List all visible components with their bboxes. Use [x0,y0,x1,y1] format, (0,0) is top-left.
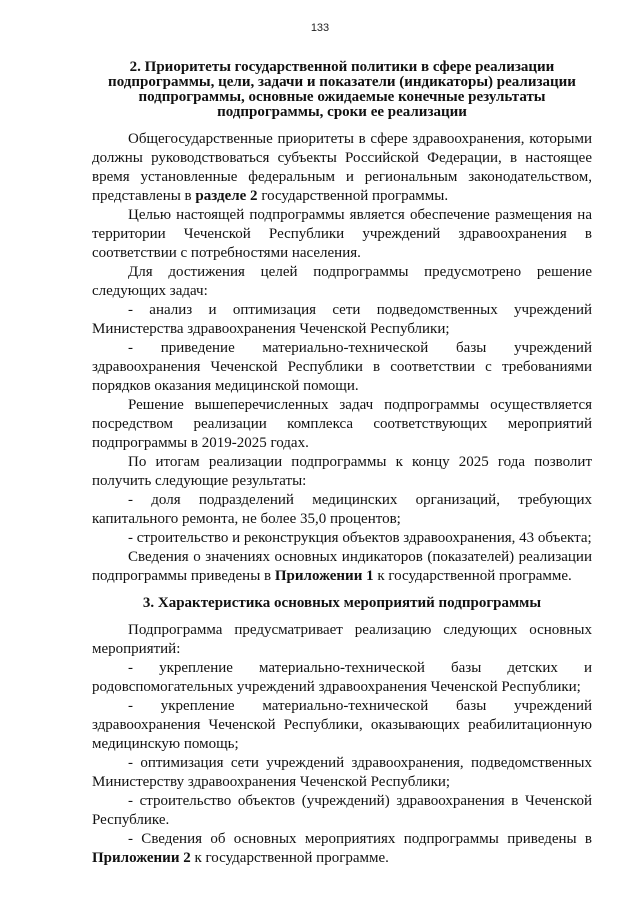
bold-reference: разделе 2 [195,188,258,204]
bold-reference: Приложении 2 [92,850,191,866]
activity-item: - строительство объектов (учреждений) здравоохранения в Чеченской Республике. [92,793,592,828]
text-run: государственной программы. [257,188,449,204]
implementation-paragraph: Решение вышеперечисленных задач подпрограммы осуществляется посредством реализации комплекса соответствующих мероприятий подпрограммы в 2019-2025 годах. [92,397,592,451]
priorities-paragraph [92,130,592,206]
section-2-title-line: 2. Приоритеты государственной политики в сфере реализации [129,59,555,75]
indicators-paragraph [92,548,592,586]
section-3-title: 3. Характеристика основных мероприятий подпрограммы [142,595,542,611]
bold-reference: Приложении 1 [274,568,374,584]
results-intro-paragraph: По итогам реализации подпрограммы к концу 2025 года позволит получить следующие результаты: [92,454,592,489]
result-item: - доля подразделений медицинских организаций, требующих капитального ремонта, не более 35,0 процентов; [92,492,592,527]
task-item: - приведение материально-технической базы учреждений здравоохранения Чеченской Республики в соответствии с требованиями порядков оказания медицинской помощи. [92,340,592,394]
activity-item: - оптимизация сети учреждений здравоохранения, подведомственных Министерству здравоохранения Чеченской Республики; [92,755,592,790]
section-2-title [92,60,592,120]
result-item: - строительство и реконструкция объектов здравоохранения, 43 объекта; [128,530,592,546]
activities-intro-paragraph: Подпрограмма предусматривает реализацию следующих основных мероприятий: [92,622,592,657]
section-2-title-line: подпрограммы, цели, задачи и показатели (индикаторы) реализации [108,74,576,90]
page-content [92,60,592,868]
tasks-intro-paragraph: Для достижения целей подпрограммы предусмотрено решение следующих задач: [92,264,592,299]
text-run: к государственной программе. [190,850,389,866]
activity-item: - укрепление материально-технической базы учреждений здравоохранения Чеченской Республики, оказывающих реабилитационную медицинскую помощь; [92,698,592,752]
text-run: - Сведения об основных мероприятиях подпрограммы приведены в [128,831,592,847]
text-run: Общегосударственные приоритеты в сфере здравоохранения, которыми должны руководствоваться субъекты Российской Федерации, в настоящее время установленные федеральным и региональным законодательством, представлены в [92,131,592,204]
goal-paragraph: Целью настоящей подпрограммы является обеспечение размещения на территории Чеченской Республики учреждений здравоохранения в соответствии с потребностями населения. [92,207,592,261]
section-2-title-line: подпрограммы, основные ожидаемые конечные результаты [138,89,546,105]
text-run: к государственной программе. [373,568,572,584]
activity-item: - укрепление материально-технической базы детских и родовспомогательных учреждений здравоохранения Чеченской Республики; [92,660,592,695]
section-2-title-line: подпрограммы, сроки ее реализации [217,104,467,120]
page-number: 133 [310,22,330,34]
activity-item [92,830,592,868]
text-run: Сведения о значениях основных индикаторов (показателей) реализации подпрограммы приведены в [92,549,592,584]
task-item: - анализ и оптимизация сети подведомственных учреждений Министерства здравоохранения Чеченской Республики; [92,302,592,337]
